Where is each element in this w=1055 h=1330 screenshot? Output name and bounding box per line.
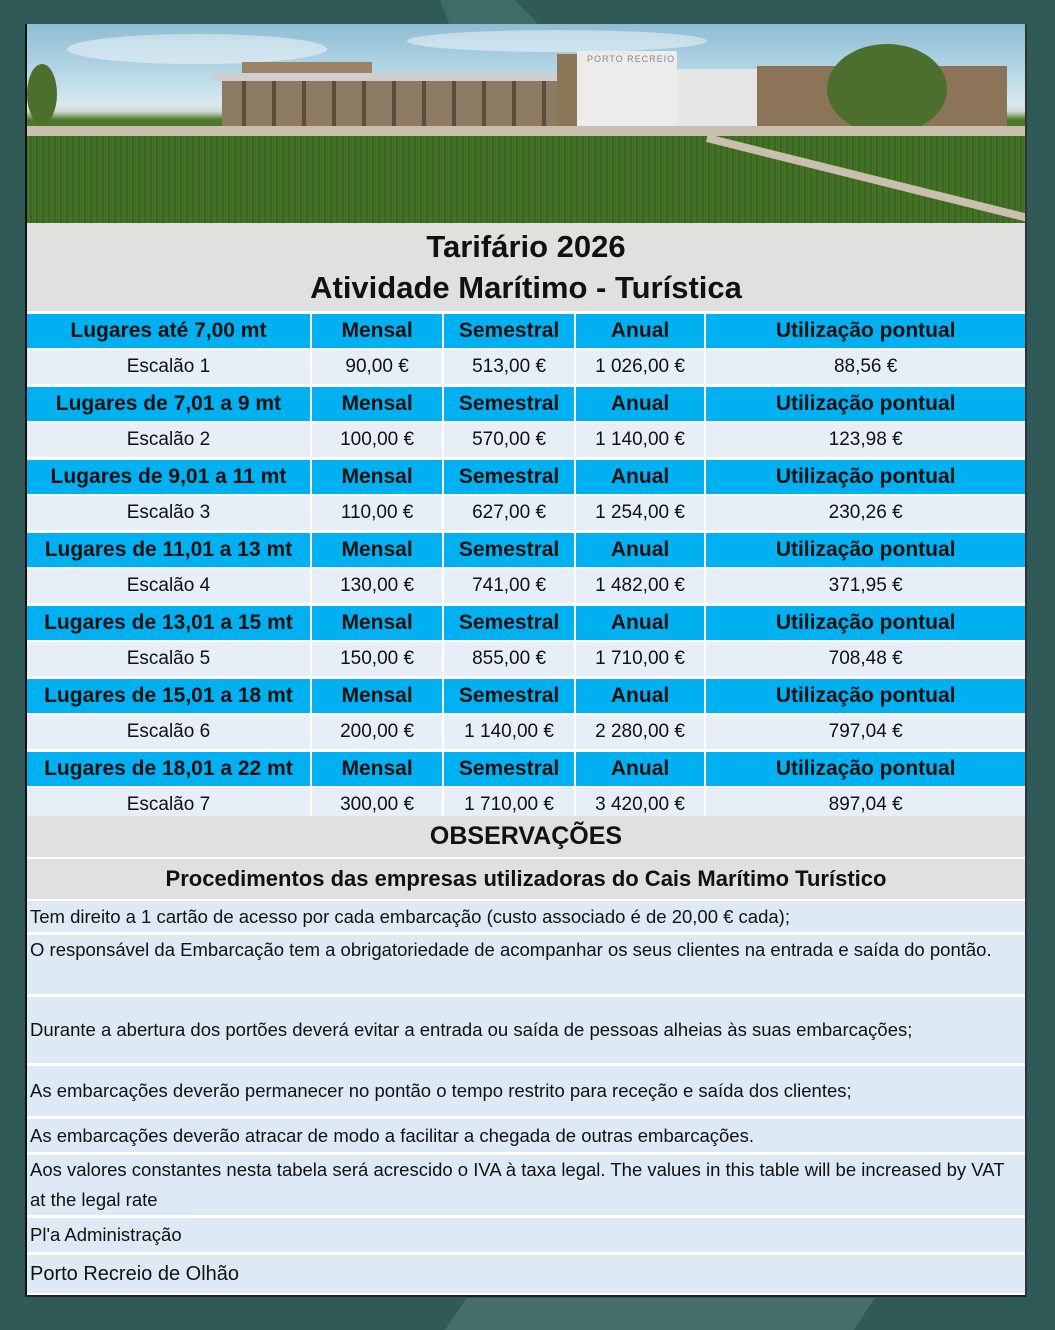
col-header-anual: Anual <box>576 460 704 494</box>
page-title: Tarifário 2026 <box>426 229 626 264</box>
table-row <box>27 715 1025 749</box>
col-header-pontual: Utilização pontual <box>706 679 1025 713</box>
table-row <box>27 350 1025 384</box>
group-header-row <box>27 752 1025 786</box>
price-mensal: 200,00 € <box>312 715 442 749</box>
col-header-mensal: Mensal <box>312 606 442 640</box>
note-item: O responsável da Embarcação tem a obrigatoriedade de acompanhar os seus clientes na entrada e saída do pontão. <box>27 935 1025 994</box>
organization-name: Porto Recreio de Olhão <box>27 1255 1025 1293</box>
price-anual: 1 482,00 € <box>576 569 704 603</box>
col-header-anual: Anual <box>576 606 704 640</box>
price-mensal: 150,00 € <box>312 642 442 676</box>
price-anual: 2 280,00 € <box>576 715 704 749</box>
col-header-semestral: Semestral <box>444 314 573 348</box>
observations-title: OBSERVAÇÕES <box>27 816 1025 857</box>
note-item: Tem direito a 1 cartão de acesso por cada embarcação (custo associado é de 20,00 € cada); <box>27 901 1025 932</box>
observations-subtitle: Procedimentos das empresas utilizadoras do Cais Marítimo Turístico <box>27 859 1025 899</box>
tariff-sheet <box>25 24 1027 1297</box>
price-pontual: 88,56 € <box>706 350 1025 384</box>
cloud <box>407 30 707 52</box>
col-header-anual: Anual <box>576 752 704 786</box>
col-header-pontual: Utilização pontual <box>706 533 1025 567</box>
price-semestral: 1 710,00 € <box>444 788 573 822</box>
price-pontual: 371,95 € <box>706 569 1025 603</box>
tier-label: Escalão 1 <box>27 350 310 384</box>
price-anual: 1 140,00 € <box>576 423 704 457</box>
price-anual: 1 254,00 € <box>576 496 704 530</box>
group-header-size: Lugares de 11,01 a 13 mt <box>27 533 310 567</box>
price-pontual: 797,04 € <box>706 715 1025 749</box>
col-header-semestral: Semestral <box>444 752 573 786</box>
col-header-semestral: Semestral <box>444 533 573 567</box>
col-header-anual: Anual <box>576 387 704 421</box>
price-semestral: 741,00 € <box>444 569 573 603</box>
price-pontual: 123,98 € <box>706 423 1025 457</box>
col-header-mensal: Mensal <box>312 679 442 713</box>
group-header-row <box>27 533 1025 567</box>
price-semestral: 513,00 € <box>444 350 573 384</box>
col-header-anual: Anual <box>576 533 704 567</box>
tier-label: Escalão 7 <box>27 788 310 822</box>
table-row <box>27 642 1025 676</box>
group-header-size: Lugares de 13,01 a 15 mt <box>27 606 310 640</box>
price-mensal: 130,00 € <box>312 569 442 603</box>
cloud <box>67 34 327 64</box>
price-anual: 3 420,00 € <box>576 788 704 822</box>
building-sign: PORTO RECREIO <box>587 54 676 64</box>
tier-label: Escalão 3 <box>27 496 310 530</box>
signature-line: Pl'a Administração <box>27 1218 1025 1252</box>
tier-label: Escalão 5 <box>27 642 310 676</box>
tree <box>827 44 947 134</box>
group-header-row <box>27 387 1025 421</box>
note-item: As embarcações deverão atracar de modo a facilitar a chegada de outras embarcações. <box>27 1119 1025 1152</box>
group-header-size: Lugares de 18,01 a 22 mt <box>27 752 310 786</box>
page-subtitle: Atividade Marítimo - Turística <box>310 270 742 305</box>
group-header-size: Lugares até 7,00 mt <box>27 314 310 348</box>
tower-side <box>557 54 579 134</box>
tariff-table <box>27 314 1025 825</box>
price-pontual: 230,26 € <box>706 496 1025 530</box>
col-header-mensal: Mensal <box>312 314 442 348</box>
note-item: Aos valores constantes nesta tabela será acrescido o IVA à taxa legal. The values in this table will be increased by VAT at the legal rate <box>27 1155 1025 1215</box>
col-header-mensal: Mensal <box>312 752 442 786</box>
col-header-pontual: Utilização pontual <box>706 387 1025 421</box>
note-item: As embarcações deverão permanecer no pontão o tempo restrito para receção e saída dos clientes; <box>27 1066 1025 1116</box>
tier-label: Escalão 4 <box>27 569 310 603</box>
table-row <box>27 569 1025 603</box>
tree <box>27 64 57 124</box>
price-mensal: 110,00 € <box>312 496 442 530</box>
price-pontual: 708,48 € <box>706 642 1025 676</box>
header-photo <box>27 24 1025 223</box>
table-row <box>27 423 1025 457</box>
tier-label: Escalão 2 <box>27 423 310 457</box>
price-anual: 1 710,00 € <box>576 642 704 676</box>
col-header-pontual: Utilização pontual <box>706 752 1025 786</box>
price-semestral: 1 140,00 € <box>444 715 573 749</box>
col-header-mensal: Mensal <box>312 533 442 567</box>
col-header-pontual: Utilização pontual <box>706 314 1025 348</box>
title-block <box>27 223 1025 311</box>
group-header-size: Lugares de 7,01 a 9 mt <box>27 387 310 421</box>
note-item: Durante a abertura dos portões deverá evitar a entrada ou saída de pessoas alheias às suas embarcações; <box>27 997 1025 1063</box>
col-header-mensal: Mensal <box>312 460 442 494</box>
table-row <box>27 496 1025 530</box>
observations-list <box>27 901 1025 1293</box>
group-header-row <box>27 606 1025 640</box>
price-anual: 1 026,00 € <box>576 350 704 384</box>
price-semestral: 570,00 € <box>444 423 573 457</box>
price-mensal: 100,00 € <box>312 423 442 457</box>
tier-label: Escalão 6 <box>27 715 310 749</box>
background-decoration-top <box>440 0 540 26</box>
group-header-size: Lugares de 15,01 a 18 mt <box>27 679 310 713</box>
col-header-pontual: Utilização pontual <box>706 606 1025 640</box>
col-header-anual: Anual <box>576 314 704 348</box>
background-decoration-bottom <box>445 1298 875 1330</box>
col-header-semestral: Semestral <box>444 679 573 713</box>
col-header-mensal: Mensal <box>312 387 442 421</box>
building-wall <box>677 69 757 134</box>
group-header-row <box>27 679 1025 713</box>
price-semestral: 855,00 € <box>444 642 573 676</box>
col-header-anual: Anual <box>576 679 704 713</box>
group-header-size: Lugares de 9,01 a 11 mt <box>27 460 310 494</box>
price-mensal: 90,00 € <box>312 350 442 384</box>
group-header-row <box>27 460 1025 494</box>
price-pontual: 897,04 € <box>706 788 1025 822</box>
col-header-semestral: Semestral <box>444 606 573 640</box>
price-mensal: 300,00 € <box>312 788 442 822</box>
col-header-semestral: Semestral <box>444 387 573 421</box>
col-header-semestral: Semestral <box>444 460 573 494</box>
price-semestral: 627,00 € <box>444 496 573 530</box>
col-header-pontual: Utilização pontual <box>706 460 1025 494</box>
group-header-row <box>27 314 1025 348</box>
